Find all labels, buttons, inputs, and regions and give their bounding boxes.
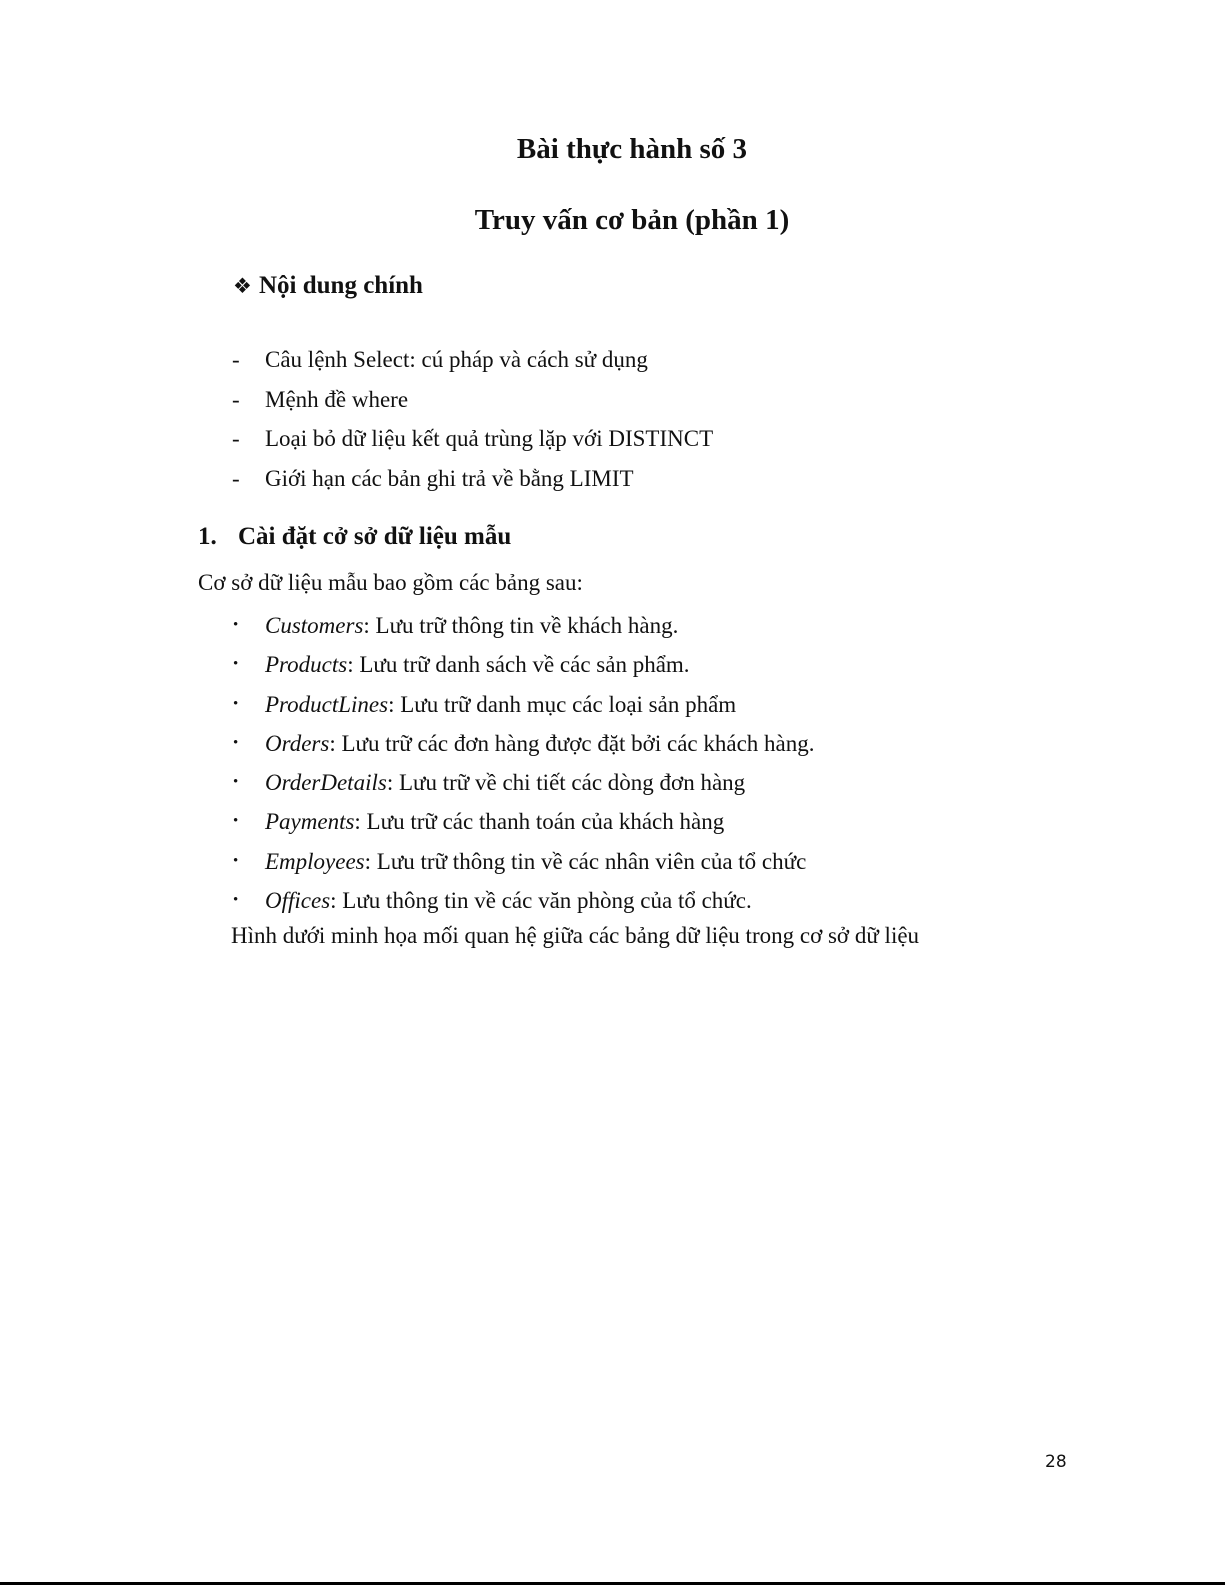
table-description: : Lưu trữ về chi tiết các dòng đơn hàng bbox=[386, 770, 746, 796]
list-item bbox=[232, 419, 713, 459]
table-description: : Lưu trữ thông tin về các nhân viên của tổ chức bbox=[364, 848, 807, 874]
list-item bbox=[232, 340, 713, 380]
list-item-text: Loại bỏ dữ liệu kết quả trùng lặp với DISTINCT bbox=[265, 426, 714, 451]
list-item-text: Câu lệnh Select: cú pháp và cách sử dụng bbox=[265, 347, 648, 372]
list-item bbox=[232, 842, 814, 881]
dash-marker: - bbox=[232, 465, 240, 491]
table-name: OrderDetails bbox=[265, 770, 387, 796]
table-description: : Lưu trữ các đơn hàng được đặt bởi các khách hàng. bbox=[329, 730, 815, 756]
list-item bbox=[232, 606, 814, 645]
bullet-marker: • bbox=[233, 813, 239, 830]
list-item bbox=[232, 763, 814, 802]
table-name: Payments bbox=[265, 809, 355, 835]
bullet-marker: • bbox=[233, 774, 239, 791]
heading-1 bbox=[198, 521, 511, 553]
table-description: : Lưu thông tin về các văn phòng của tổ chức. bbox=[330, 888, 752, 914]
dash-marker: - bbox=[232, 347, 240, 372]
list-item bbox=[232, 802, 814, 841]
bullet-marker: • bbox=[233, 852, 239, 869]
bullet-marker: • bbox=[233, 734, 239, 751]
document-title: Bài thực hành số 3 bbox=[516, 133, 748, 165]
table-name: Customers bbox=[265, 613, 364, 638]
tables-list bbox=[232, 606, 814, 920]
heading-number: 1. bbox=[198, 523, 217, 550]
bullet-marker: • bbox=[233, 892, 239, 909]
list-item-text: Giới hạn các bản ghi trả về bằng LIMIT bbox=[265, 465, 634, 491]
bullet-marker: • bbox=[233, 656, 239, 673]
figure-caption: Hình dưới minh họa mối quan hệ giữa các bảng dữ liệu trong cơ sở dữ liệu bbox=[231, 923, 920, 948]
table-name: Products bbox=[265, 652, 348, 678]
list-item-text: Mệnh đề where bbox=[265, 386, 409, 412]
dash-marker: - bbox=[232, 426, 240, 451]
table-name: ProductLines bbox=[265, 691, 389, 717]
heading-text: Cài đặt cở sở dữ liệu mẫu bbox=[238, 523, 512, 550]
table-description: : Lưu trữ danh sách về các sản phẩm. bbox=[347, 652, 690, 678]
table-description: : Lưu trữ các thanh toán của khách hàng bbox=[354, 809, 725, 835]
page-number: 28 bbox=[1045, 1452, 1067, 1472]
intro-paragraph: Cơ sở dữ liệu mẫu bao gồm các bảng sau: bbox=[198, 570, 583, 595]
bullet-marker: • bbox=[233, 617, 239, 633]
table-name: Employees bbox=[265, 848, 365, 874]
table-description: : Lưu trữ danh mục các loại sản phẩm bbox=[388, 691, 737, 717]
content-list bbox=[232, 340, 713, 498]
list-item bbox=[232, 459, 713, 499]
dash-marker: - bbox=[232, 386, 240, 412]
list-item bbox=[232, 881, 814, 920]
table-name: Orders bbox=[265, 730, 330, 756]
document-subtitle: Truy vấn cơ bản (phần 1) bbox=[474, 204, 790, 236]
diamond-bullet-icon: ❖ bbox=[233, 274, 252, 298]
list-item bbox=[232, 645, 814, 684]
list-item bbox=[232, 380, 713, 420]
list-item bbox=[232, 724, 814, 763]
table-description: : Lưu trữ thông tin về khách hàng. bbox=[363, 613, 679, 638]
section-heading-text: Nội dung chính bbox=[259, 272, 423, 299]
table-name: Offices bbox=[265, 888, 331, 914]
list-item bbox=[232, 685, 814, 724]
section-heading-main-content bbox=[233, 270, 423, 302]
bullet-marker: • bbox=[233, 695, 239, 712]
